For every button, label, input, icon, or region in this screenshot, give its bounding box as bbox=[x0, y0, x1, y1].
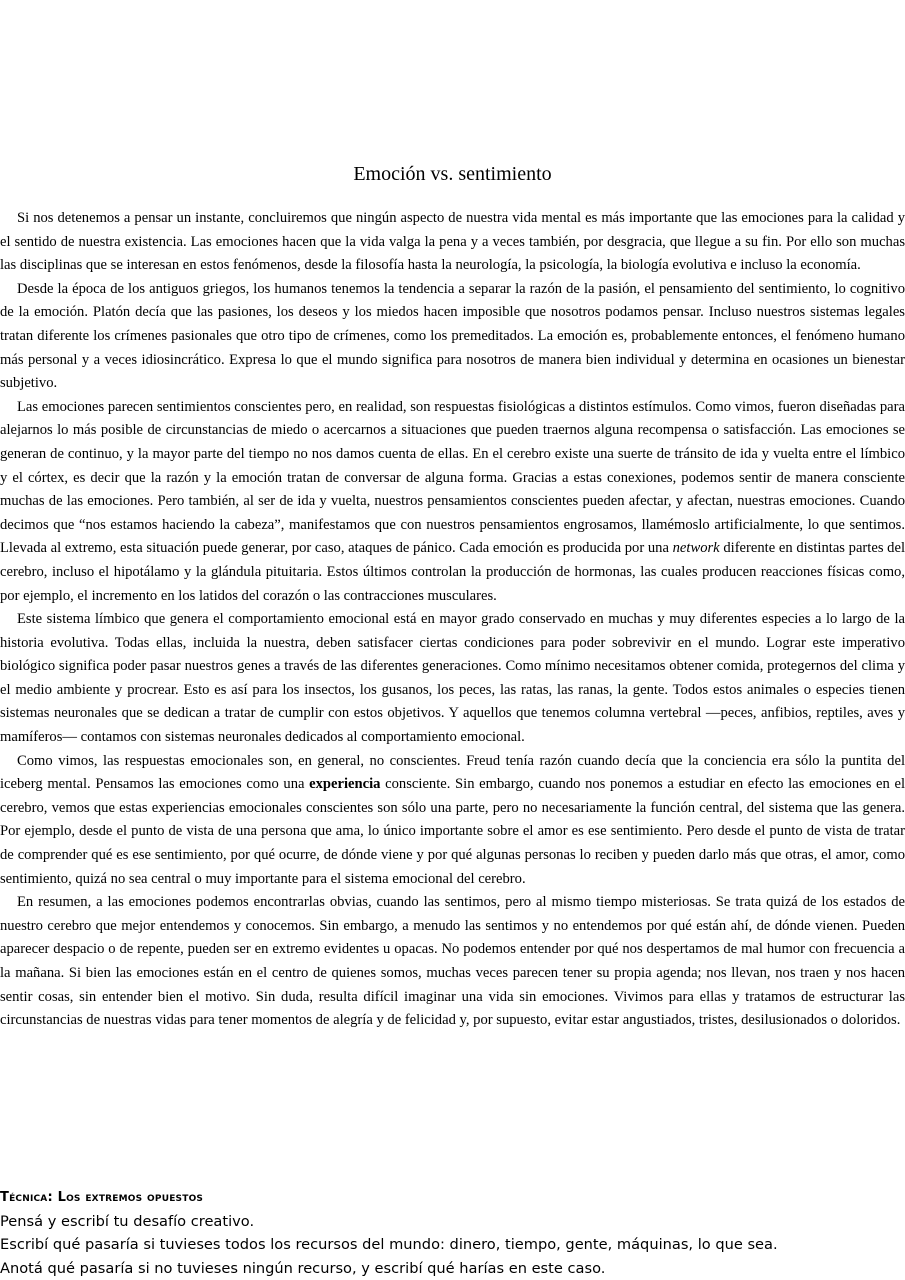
paragraph-1: Si nos detenemos a pensar un instante, concluiremos que ningún aspecto de nuestra vida mental es más importante que las emociones para la calidad y el sentido de nuestra existencia. Las emociones hacen que la vida valga la pena y a veces también, por desgracia, que llegue a su fin. Por ello son muchas las disciplinas que se interesan en estos fenómenos, desde la filosofía hasta la neurología, la psicología, la biología evolutiva e incluso la economía. bbox=[0, 210, 905, 274]
article-body bbox=[0, 207, 905, 1033]
paragraph-6: En resumen, a las emociones podemos encontrarlas obvias, cuando las sentimos, pero al mismo tiempo misteriosas. Se trata quizá de los estados de nuestro cerebro que mejor entendemos y conocemos. Sin embargo, a menudo las sentimos y no entendemos por qué están ahí, de dónde vienen. Pueden aparecer despacio o de repente, pueden ser en extremo evidentes u opacas. No podemos entender por qué nos despertamos de mal humor con frecuencia a la mañana. Si bien las emociones están en el centro de quienes somos, muchas veces parecen tener su propia agenda; nos llevan, nos traen y nos hacen sentir cosas, sin entender bien el motivo. Sin duda, resulta difícil imaginar una vida sin emociones. Vivimos para ellas y tratamos de estructurar las circunstancias de nuestras vidas para tener momentos de alegría y de felicidad y, por supuesto, evitar estar angustiados, tristes, desilusionados o doloridos. bbox=[0, 894, 905, 1029]
paragraph-3-text-a: Las emociones parecen sentimientos conscientes pero, en realidad, son respuestas fisiológicas a distintos estímulos. Como vimos, fueron diseñadas para alejarnos lo más posible de circunstancias de miedo o acercarnos a situaciones que pueden traernos alguna recompensa o satisfacción. Las emociones se generan de continuo, y la mayor parte del tiempo no nos damos cuenta de ellas. En el cerebro existe una suerte de tránsito de ida y vuelta entre el límbico y el córtex, es decir que la razón y la emoción tratan de conversar de alguna forma. Gracias a estas conexiones, podemos sentir de manera consciente muchas de las emociones. Pero también, al ser de ida y vuelta, nuestros pensamientos conscientes pueden afectar, y afectan, nuestras emociones. Cuando decimos que “nos estamos haciendo la cabeza”, manifestamos que con nuestros pensamientos engrosamos, llamémoslo artificialmente, lo que sentimos. Llevada al extremo, esta situación puede generar, por caso, ataques de pánico. Cada emoción es producida por una bbox=[0, 398, 905, 557]
technique-line-2: Escribí qué pasaría si tuvieses todos los recursos del mundo: dinero, tiempo, gente, máquinas, lo que sea. bbox=[0, 1236, 778, 1253]
technique-box bbox=[0, 1186, 905, 1280]
paragraph-5-text-b: consciente. Sin embargo, cuando nos ponemos a estudiar en efecto las emociones en el cerebro, vemos que estas experiencias emocionales conscientes son sólo una parte, pero no necesariamente la función central, del sistema que las genera. Por ejemplo, desde el punto de vista de una persona que ama, lo único importante sobre el amor es ese sentimiento. Pero desde el punto de vista de tratar de comprender qué es ese sentimiento, por qué ocurre, de dónde viene y por qué algunas personas lo reciben y pueden darlo más que otras, el amor, como sentimiento, quizá no sea central o muy importante para el sistema emocional del cerebro. bbox=[0, 776, 905, 887]
technique-line-1: Pensá y escribí tu desafío creativo. bbox=[0, 1212, 255, 1230]
experiencia-bold: experiencia bbox=[309, 776, 381, 793]
paragraph-5-text-a: Como vimos, las respuestas emocionales son, en general, no conscientes. Freud tenía razón cuando decía que la conciencia era sólo la puntita del iceberg mental. Pensamos las emociones como una bbox=[0, 752, 905, 793]
page-title: Emoción vs. sentimiento bbox=[353, 163, 552, 185]
paragraph-4: Este sistema límbico que genera el comportamiento emocional está en mayor grado conservado en muchas y muy diferentes especies a lo largo de la historia evolutiva. Todas ellas, incluida la nuestra, deben satisfacer ciertas condiciones para poder sobrevivir en el mundo. Lograr este imperativo biológico significa poder pasar nuestros genes a través de las diferentes generaciones. Como mínimo necesitamos obtener comida, protegernos del clima y el medio ambiente y procrear. Esto es así para los insectos, los gusanos, los peces, las ratas, las ranas, la gente. Todos estos animales o especies tienen sistemas neuronales que se dedican a tratar de cumplir con estos objetivos. Y aquellos que tenemos columna vertebral —peces, anfibios, reptiles, aves y mamíferos— contamos con sistemas neuronales dedicados al comportamiento emocional. bbox=[0, 611, 905, 746]
paragraph-5 bbox=[0, 750, 905, 892]
network-italic: network bbox=[672, 540, 720, 557]
technique-line-3: Anotá qué pasaría si no tuvieses ningún recurso, y escribí qué harías en este caso. bbox=[0, 1259, 606, 1277]
paragraph-2: Desde la época de los antiguos griegos, los humanos tenemos la tendencia a separar la razón de la pasión, el pensamiento del sentimiento, lo cognitivo de la emoción. Platón decía que las pasiones, los deseos y los miedos hacen imposible que nosotros podamos pensar. Incluso nuestros sistemas legales tratan diferente los crímenes pasionales que otro tipo de crímenes, como los premeditados. La emoción es, probablemente entonces, el fenómeno humano más personal y a veces idiosincrático. Expresa lo que el mundo significa para nosotros de manera bien individual y determina en ocasiones un bienestar subjetivo. bbox=[0, 280, 905, 392]
technique-heading: Técnica: Los extremos opuestos bbox=[0, 1190, 204, 1205]
paragraph-3-text-b: diferente en distintas partes del cerebro, incluso el hipotálamo y la glándula pituitaria. Estos últimos controlan la producción de hormonas, las cuales producen reacciones físicas como, por ejemplo, el incremento en los latidos del corazón o las contracciones musculares. bbox=[0, 540, 905, 604]
paragraph-3 bbox=[0, 396, 905, 608]
